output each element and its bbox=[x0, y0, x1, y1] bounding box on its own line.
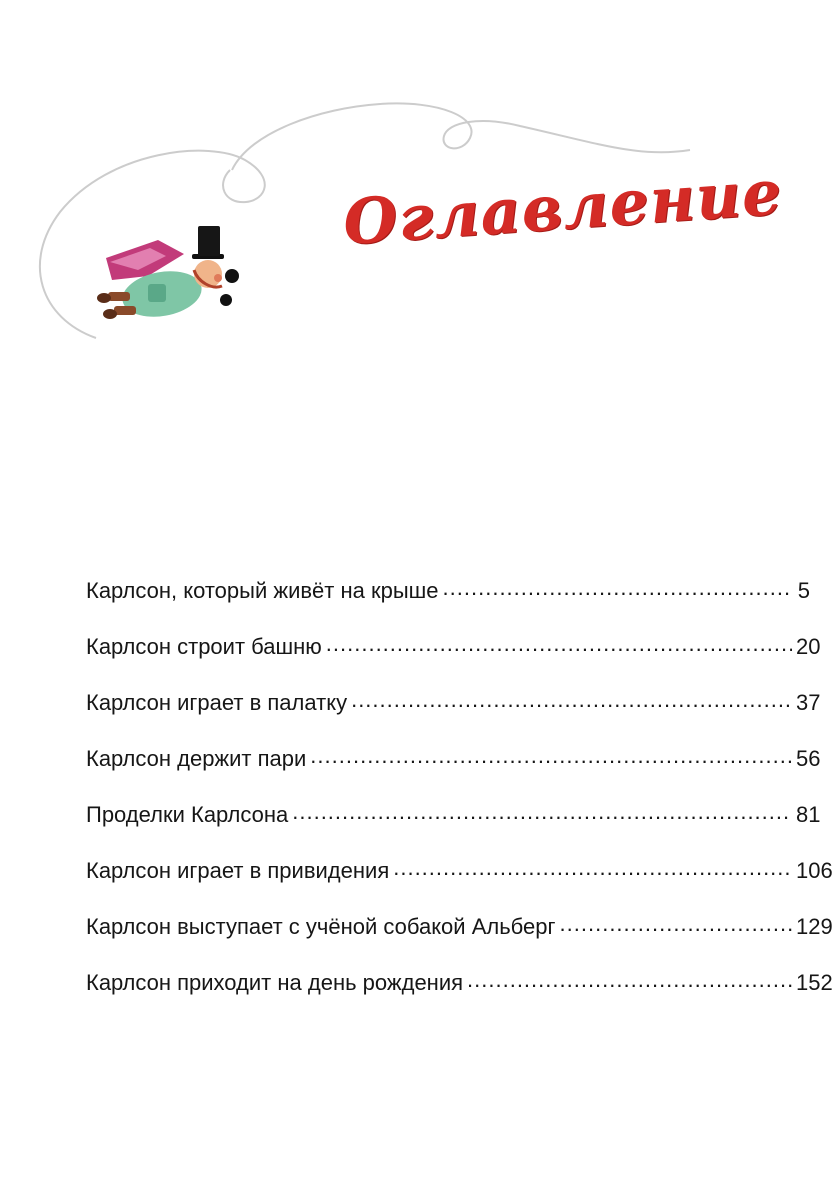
dot-leader bbox=[393, 855, 792, 881]
toc-entry-page: 152 bbox=[796, 970, 833, 995]
toc-entry bbox=[86, 828, 833, 884]
toc-entry bbox=[86, 660, 821, 716]
dot-leader bbox=[292, 799, 792, 825]
toc-entry bbox=[86, 604, 821, 660]
toc-entry bbox=[86, 716, 821, 772]
toc-entry bbox=[86, 940, 833, 996]
toc-entry-title: Карлсон, который живёт на крыше bbox=[86, 578, 439, 603]
dot-leader bbox=[310, 743, 792, 769]
toc-entry-title: Проделки Карлсона bbox=[86, 802, 289, 827]
page-title: Оглавление bbox=[340, 155, 785, 259]
toc-entry bbox=[86, 884, 833, 940]
dot-leader bbox=[351, 687, 792, 713]
table-of-contents bbox=[86, 548, 833, 996]
toc-entry-title: Карлсон играет в привидения bbox=[86, 858, 390, 883]
toc-entry-page: 129 bbox=[796, 914, 833, 939]
toc-entry-page: 81 bbox=[796, 802, 821, 827]
toc-entry bbox=[86, 548, 810, 604]
toc-entry-title: Карлсон держит пари bbox=[86, 746, 307, 771]
toc-entry-page: 5 bbox=[797, 578, 810, 603]
toc-entry bbox=[86, 772, 821, 828]
toc-entry-title: Карлсон выступает с учёной собакой Альберг bbox=[86, 914, 556, 939]
toc-entry-page: 56 bbox=[796, 746, 821, 771]
dot-leader bbox=[467, 967, 792, 993]
dot-leader bbox=[443, 575, 792, 601]
toc-entry-title: Карлсон приходит на день рождения bbox=[86, 970, 464, 995]
flying-carlson-icon bbox=[88, 210, 248, 340]
dot-leader bbox=[560, 911, 792, 937]
toc-entry-title: Карлсон строит башню bbox=[86, 634, 322, 659]
toc-entry-page: 106 bbox=[796, 858, 833, 883]
toc-entry-page: 37 bbox=[796, 690, 821, 715]
toc-entry-title: Карлсон играет в палатку bbox=[86, 690, 348, 715]
dot-leader bbox=[326, 631, 792, 657]
toc-entry-page: 20 bbox=[796, 634, 821, 659]
